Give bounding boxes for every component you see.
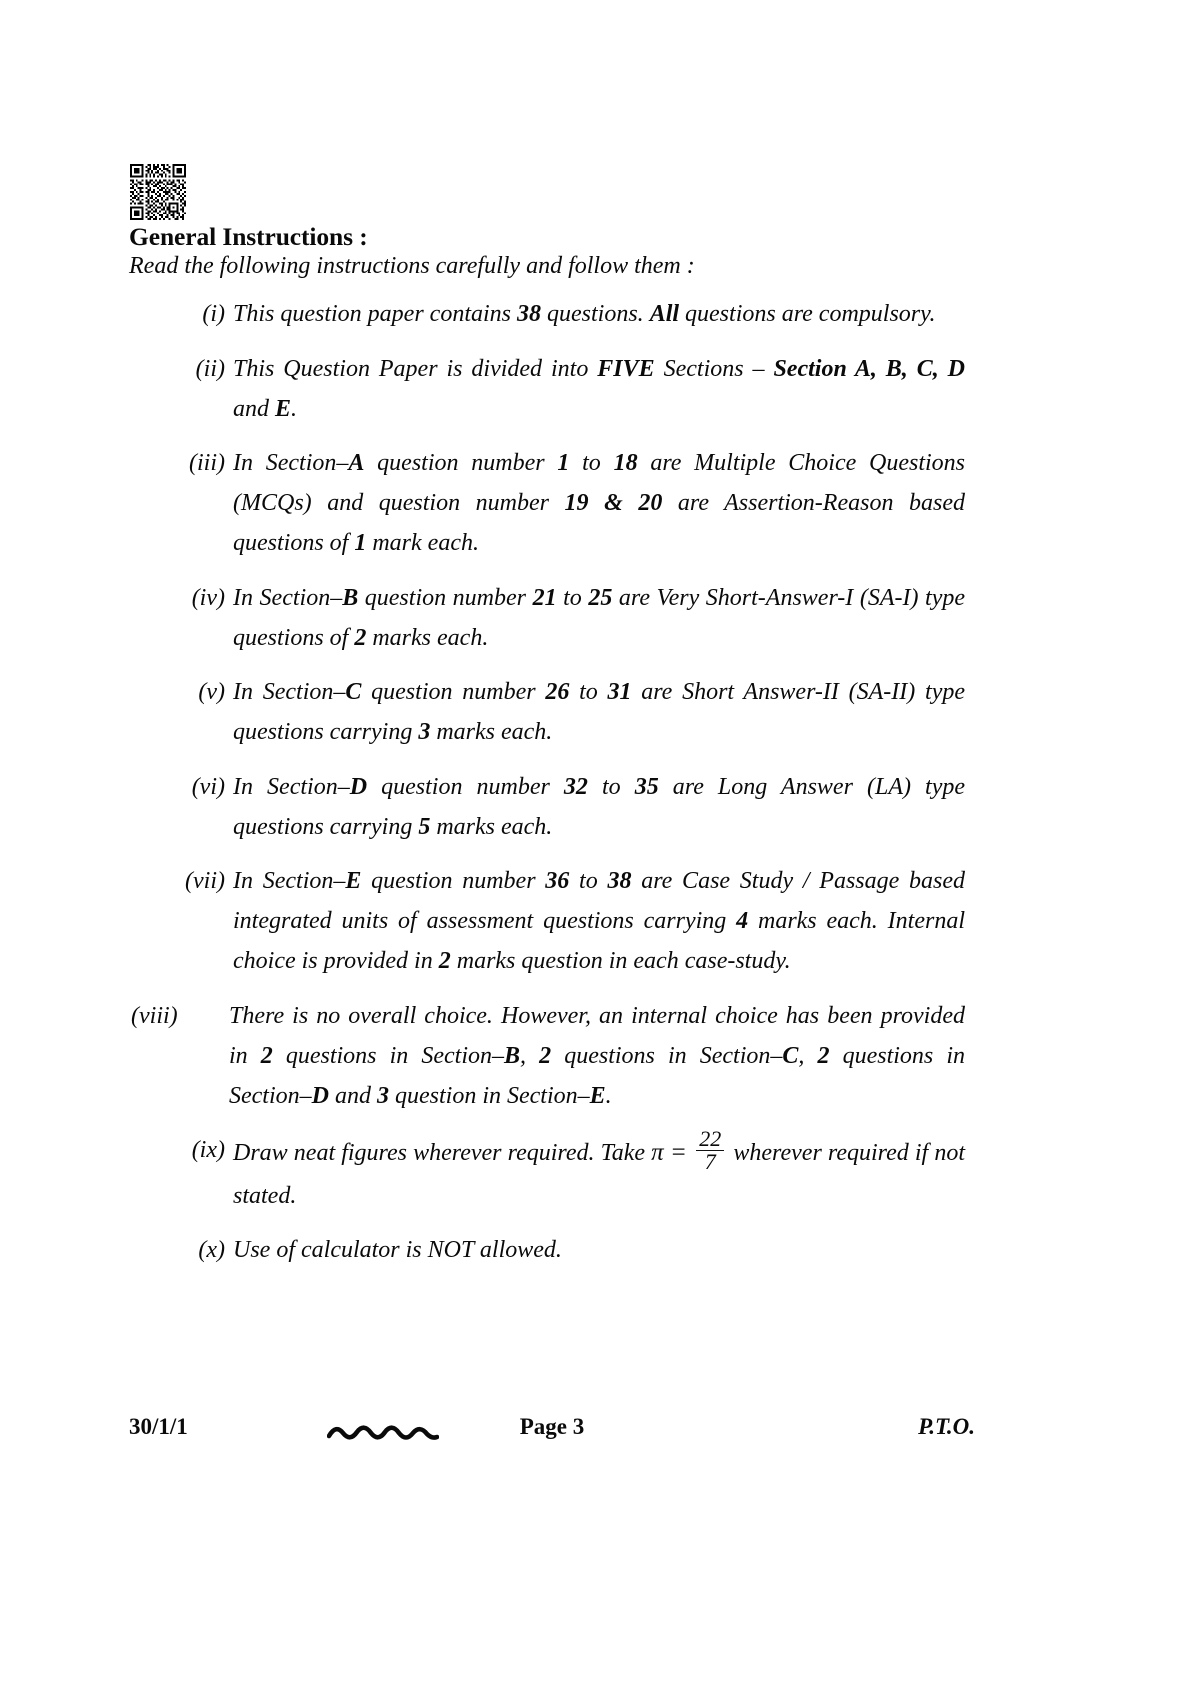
plain-text: wherever required if not stated. (233, 1139, 965, 1209)
emphasis-text: 32 (563, 773, 588, 800)
plain-text: In Section– (233, 679, 346, 705)
plain-text: . (605, 1082, 612, 1109)
plain-text: , (798, 1042, 818, 1069)
plain-text: questions are compulsory. (679, 301, 936, 327)
emphasis-text: 3 (376, 1082, 389, 1109)
emphasis-text: Section A, B, C, D (773, 355, 965, 382)
plain-text: question number (364, 450, 558, 476)
emphasis-text: E (275, 395, 292, 422)
plain-text: Draw neat figures wherever required. Take (233, 1139, 652, 1166)
instructions-list (129, 294, 965, 1285)
plain-text: marks each. (430, 719, 553, 745)
emphasis-text: 2 (539, 1042, 552, 1069)
plain-text: question number (358, 584, 533, 611)
plain-text: are Multiple Choice Questions (MCQs) and question number (233, 450, 966, 516)
emphasis-text: 36 (545, 868, 570, 894)
emphasis-text: B (342, 584, 359, 611)
plain-text: There is no overall choice. However, an internal choice has been provided in (229, 1002, 965, 1069)
plain-text: are Short Answer-II (SA-II) type questions carrying (233, 679, 965, 745)
instruction-marker: (i) (202, 301, 225, 327)
plain-text: mark each. (366, 530, 479, 556)
instruction-text (233, 301, 935, 327)
instruction-text (233, 774, 965, 840)
emphasis-text: 38 (517, 301, 542, 327)
emphasis-text: 21 (532, 584, 557, 611)
page-title: General Instructions : (129, 222, 368, 251)
emphasis-text: 2 (817, 1042, 830, 1069)
page-number-label: Page 3 (519, 1414, 585, 1439)
instruction-text (229, 1003, 965, 1109)
emphasis-text: E (589, 1082, 606, 1109)
instruction-marker: (vii) (185, 868, 225, 894)
emphasis-text: E (345, 868, 362, 894)
emphasis-text: C (782, 1042, 799, 1069)
plain-text: , (520, 1042, 540, 1069)
instruction-marker: (ii) (195, 355, 225, 382)
plain-text: questions in Section– (272, 1042, 505, 1069)
emphasis-text: 31 (607, 679, 632, 705)
emphasis-text: 1 (557, 450, 570, 476)
instruction-text (233, 450, 965, 556)
instruction-marker: (vi) (191, 773, 225, 800)
instruction-marker: (ix) (191, 1137, 225, 1163)
fraction-22-over-7 (696, 1128, 724, 1174)
instruction-marker: (v) (198, 679, 225, 705)
emphasis-text: D (349, 773, 368, 800)
plain-text: to (569, 679, 608, 705)
plain-text: Use of calculator is NOT allowed. (233, 1237, 562, 1264)
pto-label: P.T.O. (918, 1414, 975, 1439)
emphasis-text: D (311, 1082, 329, 1109)
instructions-subheading: Read the following instructions carefully and follow them : (129, 253, 695, 279)
emphasis-text: 18 (613, 450, 638, 476)
emphasis-text: 2 (438, 948, 451, 974)
instruction-item (129, 443, 965, 563)
emphasis-text: 26 (545, 679, 570, 705)
plain-text: In Section– (233, 584, 343, 611)
plain-text: This Question Paper is divided into (233, 355, 598, 382)
plain-text: and (328, 1082, 377, 1109)
fraction-denominator: 7 (696, 1150, 724, 1173)
pi-symbol: π = (651, 1138, 694, 1166)
emphasis-text: 4 (736, 908, 749, 934)
plain-text: In Section– (233, 450, 349, 476)
plain-text: question number (361, 679, 546, 705)
plain-text: question number (361, 868, 546, 894)
emphasis-text: 5 (418, 813, 431, 840)
instruction-marker: (iv) (191, 584, 225, 611)
instruction-marker: (viii) (131, 1002, 178, 1029)
fraction-numerator: 22 (699, 1126, 722, 1151)
qr-code-icon (130, 164, 186, 220)
plain-text: questions in Section– (551, 1042, 783, 1069)
emphasis-text: 25 (588, 584, 613, 611)
plain-text: marks question in each case-study. (450, 948, 791, 974)
emphasis-text: 35 (634, 773, 659, 800)
emphasis-text: 38 (607, 868, 632, 894)
emphasis-text: 1 (354, 530, 367, 556)
plain-text: questions in Section– (229, 1042, 965, 1109)
plain-text: In Section– (233, 773, 350, 800)
plain-text: . (291, 395, 298, 422)
plain-text: to (569, 868, 608, 894)
instruction-text (233, 356, 965, 422)
plain-text: to (587, 773, 635, 800)
plain-text: are Case Study / Passage based integrated units of assessment questions carrying (233, 868, 966, 934)
plain-text: and (233, 395, 275, 422)
instruction-item (129, 1230, 965, 1270)
plain-text: question in Section– (388, 1082, 590, 1109)
instruction-text (233, 585, 965, 651)
emphasis-text: 2 (260, 1042, 273, 1069)
plain-text: This question paper contains (233, 301, 518, 327)
instruction-item (129, 767, 965, 847)
instruction-item (129, 996, 965, 1116)
plain-text: questions. (541, 301, 650, 327)
instruction-text (233, 1126, 965, 1209)
emphasis-text: B (504, 1042, 521, 1069)
plain-text: are Very Short-Answer-I (SA-I) type questions of (233, 584, 966, 651)
emphasis-text: FIVE (597, 355, 655, 382)
plain-text: are Assertion-Reason based questions of (233, 490, 965, 556)
instruction-item (129, 672, 965, 752)
plain-text: to (569, 450, 614, 476)
instruction-item (129, 861, 965, 981)
plain-text: are Long Answer (LA) type questions carrying (233, 773, 966, 840)
plain-text: marks each. (366, 624, 489, 651)
plain-text: In Section– (233, 868, 346, 894)
instruction-text (233, 679, 965, 745)
emphasis-text: 2 (354, 624, 367, 651)
plain-text: to (556, 584, 589, 611)
instruction-item (129, 349, 965, 429)
emphasis-text: All (649, 301, 680, 327)
instruction-item (129, 1126, 965, 1216)
plain-text: Sections – (654, 355, 774, 382)
instruction-marker: (iii) (189, 450, 225, 476)
plain-text: question number (367, 773, 564, 800)
instruction-marker: (x) (198, 1237, 225, 1264)
instruction-text (233, 868, 965, 974)
emphasis-text: A (348, 450, 365, 476)
emphasis-text: 3 (418, 719, 431, 745)
plain-text: marks each. Internal choice is provided in (233, 908, 965, 974)
page-footer (129, 1414, 975, 1454)
emphasis-text: C (345, 679, 362, 705)
plain-text: marks each. (430, 813, 553, 840)
emphasis-text: 19 & 20 (564, 490, 663, 516)
instruction-text (233, 1237, 562, 1263)
paper-code: 30/1/1 (129, 1414, 188, 1439)
instruction-item (129, 294, 965, 334)
instruction-item (129, 578, 965, 658)
